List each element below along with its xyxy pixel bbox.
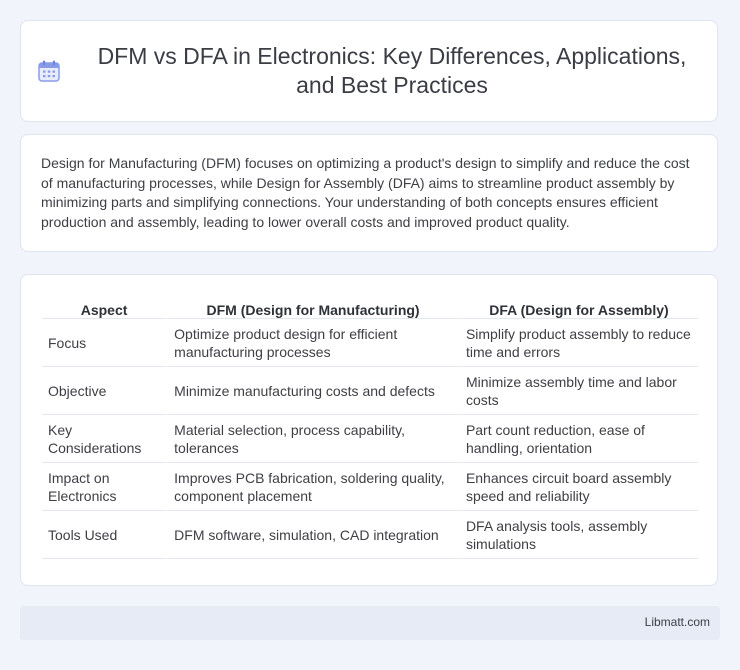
page-title: DFM vs DFA in Electronics: Key Differences, Applications, and Best Practices bbox=[97, 43, 687, 98]
table-cell-aspect: Objective bbox=[42, 367, 166, 415]
intro-card bbox=[20, 134, 718, 252]
table-cell-aspect: Impact on Electronics bbox=[42, 463, 166, 511]
column-header-dfa: DFA (Design for Assembly) bbox=[458, 296, 698, 319]
table-row bbox=[42, 367, 698, 415]
table-cell-dfa: Enhances circuit board assembly speed and reliability bbox=[458, 463, 698, 511]
footer-site-link[interactable]: Libmatt.com bbox=[644, 615, 710, 629]
table-cell-dfa: DFA analysis tools, assembly simulations bbox=[458, 511, 698, 559]
footer bbox=[20, 606, 720, 640]
table-row bbox=[42, 463, 698, 511]
comparison-table-card bbox=[20, 274, 718, 586]
table-cell-dfm: Minimize manufacturing costs and defects bbox=[166, 367, 458, 415]
column-header-aspect: Aspect bbox=[42, 296, 166, 319]
intro-paragraph: Design for Manufacturing (DFM) focuses on optimizing a product's design to simplify and reduce the cost of manufacturing processes, while Design for Assembly (DFA) aims to streamline product assembly by minimizing parts and simplifying connections. Your understanding of both concepts ensures efficient production and assembly, leading to lower overall costs and improved product quality. bbox=[41, 155, 690, 230]
table-row bbox=[42, 511, 698, 559]
calendar-icon bbox=[37, 59, 61, 83]
table-cell-dfm: DFM software, simulation, CAD integration bbox=[166, 511, 458, 559]
table-cell-aspect: Tools Used bbox=[42, 511, 166, 559]
table-cell-dfa: Part count reduction, ease of handling, orientation bbox=[458, 415, 698, 463]
table-row bbox=[42, 319, 698, 367]
header-card bbox=[20, 20, 718, 122]
table-row bbox=[42, 415, 698, 463]
table-cell-aspect: Focus bbox=[42, 319, 166, 367]
column-header-dfm: DFM (Design for Manufacturing) bbox=[166, 296, 458, 319]
comparison-table bbox=[42, 296, 698, 559]
table-cell-dfm: Improves PCB fabrication, soldering quality, component placement bbox=[166, 463, 458, 511]
table-cell-dfm: Material selection, process capability, tolerances bbox=[166, 415, 458, 463]
table-cell-dfa: Minimize assembly time and labor costs bbox=[458, 367, 698, 415]
table-cell-aspect: Key Considerations bbox=[42, 415, 166, 463]
table-header-row bbox=[42, 296, 698, 319]
table-cell-dfa: Simplify product assembly to reduce time and errors bbox=[458, 319, 698, 367]
table-cell-dfm: Optimize product design for efficient manufacturing processes bbox=[166, 319, 458, 367]
